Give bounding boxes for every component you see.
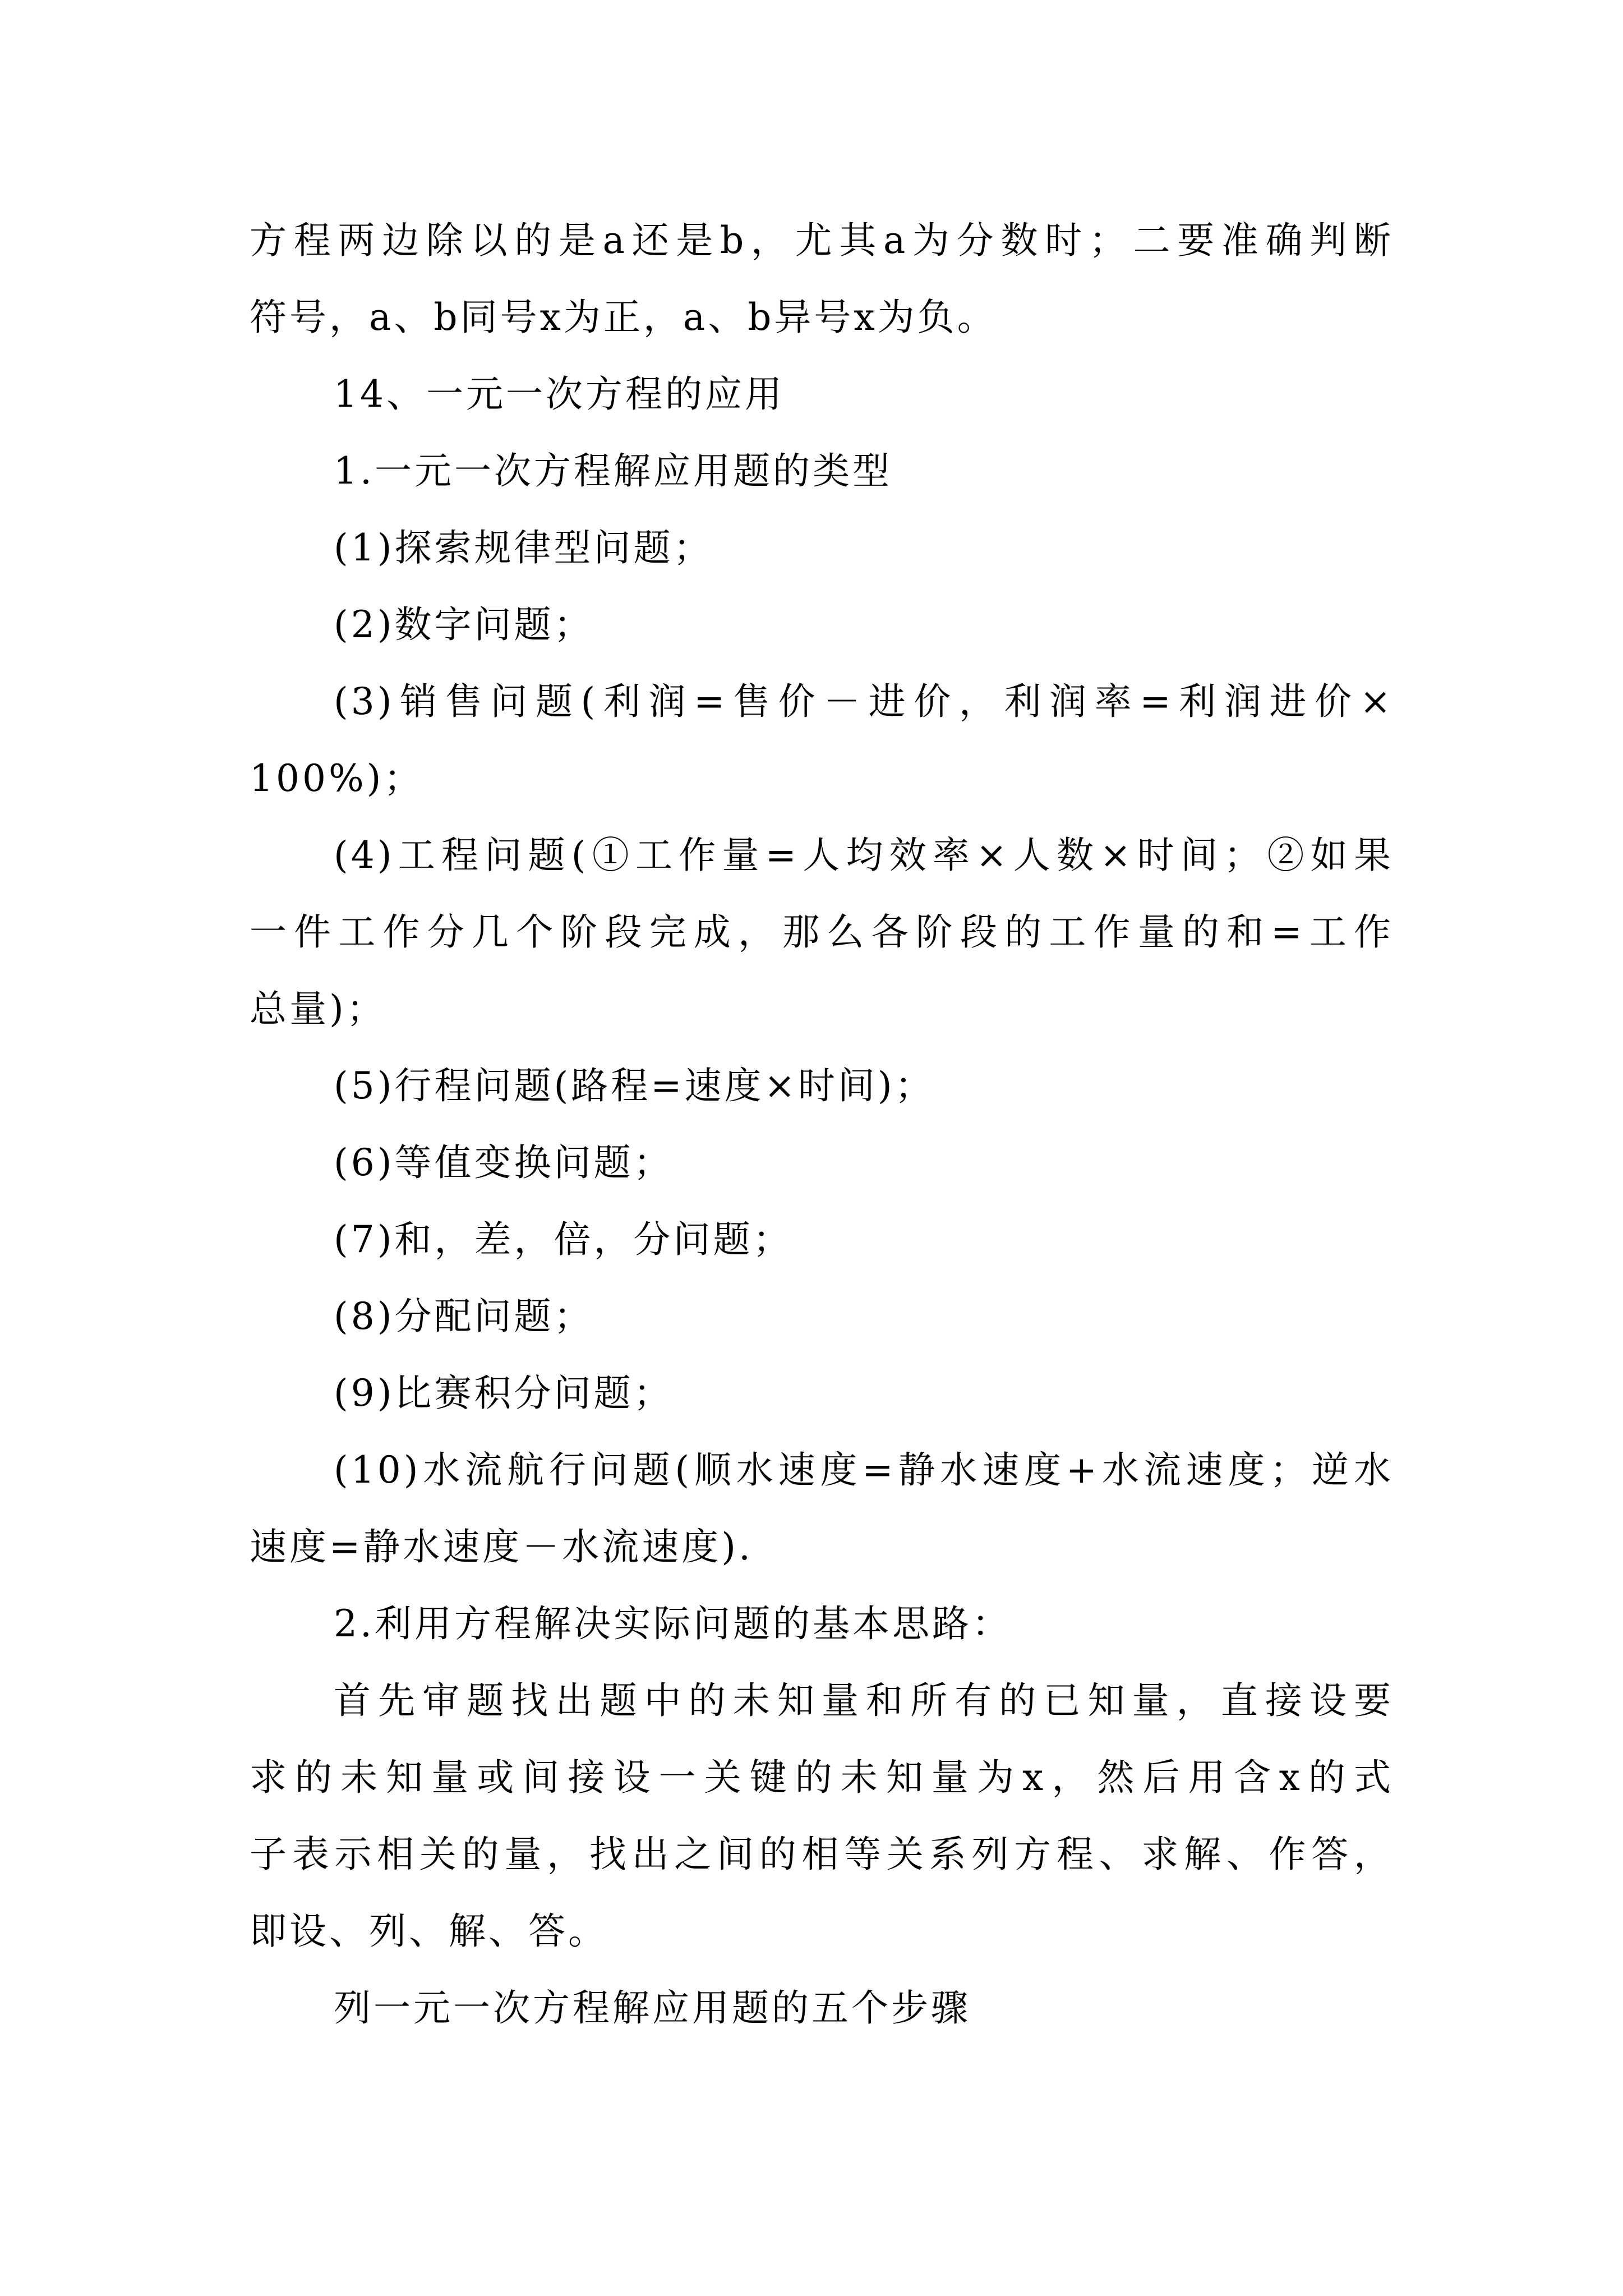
paragraph-line: 即设、列、解、答。 xyxy=(250,1910,608,1953)
subsection-heading: 1.一元一次方程解应用题的类型 xyxy=(334,449,892,493)
list-item: (8)分配问题； xyxy=(334,1295,594,1338)
section-heading: 14、一元一次方程的应用 xyxy=(334,372,785,416)
list-item-continuation: 100%)； xyxy=(250,757,424,800)
list-item: (1)探索规律型问题； xyxy=(334,526,713,569)
paragraph-line: 符号，a、b同号x为正，a、b异号x为负。 xyxy=(250,296,997,339)
list-item: (9)比赛积分问题； xyxy=(334,1372,674,1415)
paragraph-line: 方程两边除以的是a还是b，尤其a为分数时；二要准确判断 xyxy=(250,219,1394,262)
paragraph-line: 子表示相关的量，找出之间的相等关系列方程、求解、作答， xyxy=(250,1833,1394,1876)
list-item-continuation: 速度=静水速度－水流速度). xyxy=(250,1525,754,1568)
list-item: (5)行程问题(路程=速度×时间)； xyxy=(334,1064,935,1107)
paragraph-line: 求的未知量或间接设一关键的未知量为x，然后用含x的式 xyxy=(250,1756,1394,1799)
list-item: (10)水流航行问题(顺水速度=静水速度+水流速度；逆水 xyxy=(334,1448,1394,1492)
list-item: (2)数字问题； xyxy=(334,603,594,646)
paragraph-line: 列一元一次方程解应用题的五个步骤 xyxy=(334,1986,971,2030)
list-item: (6)等值变换问题； xyxy=(334,1141,674,1184)
list-item: (7)和，差，倍，分问题； xyxy=(334,1218,793,1261)
list-item: (4)工程问题(①工作量=人均效率×人数×时间；②如果 xyxy=(334,834,1394,877)
list-item-continuation: 总量)； xyxy=(250,987,386,1030)
document-body xyxy=(250,202,1394,2046)
list-item-continuation: 一件工作分几个阶段完成，那么各阶段的工作量的和=工作 xyxy=(250,910,1394,954)
list-item: (3)销售问题(利润=售价－进价，利润率=利润进价× xyxy=(334,680,1394,723)
paragraph-line: 首先审题找出题中的未知量和所有的已知量，直接设要 xyxy=(334,1679,1394,1722)
subsection-heading: 2.利用方程解决实际问题的基本思路： xyxy=(334,1602,1012,1645)
